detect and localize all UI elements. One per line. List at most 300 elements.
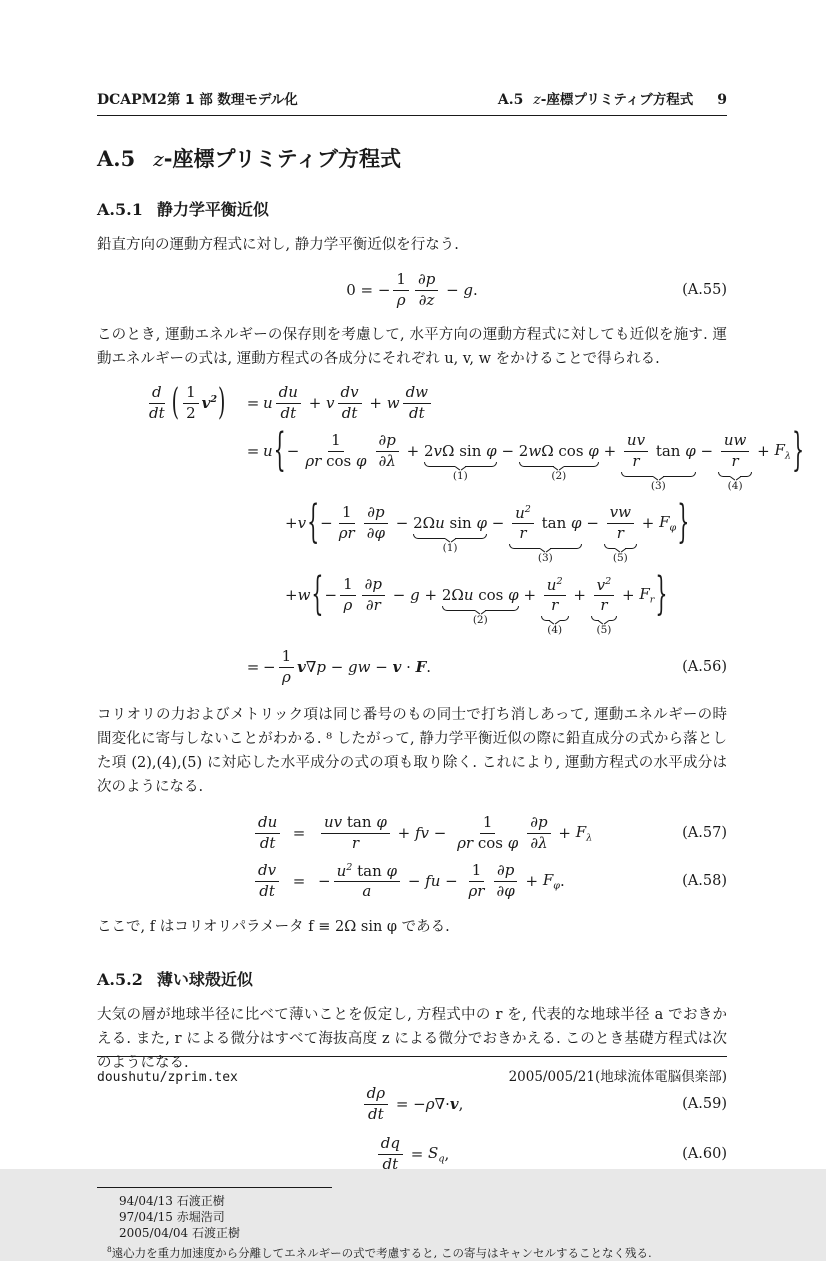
math-var: dt	[382, 1154, 399, 1173]
header-doc-part: 第 1 部 数理モデル化	[166, 92, 298, 108]
math-var: fv	[414, 824, 429, 842]
math-var: φ	[685, 442, 696, 460]
underbrace-tail	[718, 472, 753, 492]
math-text: ,	[444, 1145, 450, 1163]
numerator	[255, 814, 280, 833]
numerator	[364, 1085, 388, 1104]
denominator	[359, 882, 374, 900]
numerator	[480, 814, 496, 833]
numerator	[340, 576, 356, 595]
denominator	[183, 404, 199, 422]
header-section-title: -座標プリミティブ方程式	[540, 92, 694, 108]
denominator	[629, 452, 642, 470]
math-text: Ω cos	[541, 442, 589, 460]
underbrace-tail	[604, 544, 637, 564]
math-vector: v	[449, 1095, 459, 1113]
equation-number: (A.58)	[682, 873, 727, 889]
math-var: $u^2$	[515, 503, 531, 522]
subsection-title-text: 薄い球殻近似	[156, 970, 253, 989]
page-number: 9	[717, 92, 727, 108]
math-underbrace-group	[509, 503, 582, 565]
subsection-title-text: 静力学平衡近似	[156, 200, 269, 219]
equation-a57-a58	[252, 811, 727, 903]
denominator	[493, 882, 517, 900]
footnote-8-marker: 8	[107, 1245, 112, 1254]
numerator	[328, 432, 344, 451]
math-var: w	[386, 394, 400, 412]
math-text: −	[263, 658, 276, 676]
equation-a59-number: (A.59)	[682, 1096, 727, 1112]
math-text: +	[568, 586, 591, 604]
math-fraction	[336, 504, 358, 542]
math-var: $u^2$	[546, 575, 563, 594]
math-var: dt	[259, 833, 276, 852]
math-var: uw	[723, 431, 747, 450]
math-text: +	[553, 824, 576, 842]
math-var: v	[297, 514, 307, 532]
denominator	[729, 452, 742, 470]
math-text: Ω sin	[442, 442, 487, 460]
math-var: g	[410, 586, 420, 604]
math-var: $F_\lambda$	[575, 822, 593, 844]
math-text: −	[370, 658, 393, 676]
math-text: −	[388, 586, 411, 604]
underbrace-content	[413, 514, 487, 532]
math-var-z: z	[153, 147, 164, 171]
math-text: 2	[186, 403, 196, 422]
denominator	[597, 596, 610, 614]
math-var: u	[463, 586, 474, 604]
numerator	[334, 862, 400, 882]
math-text: −	[403, 872, 426, 890]
math-text: +	[637, 514, 660, 532]
numerator	[378, 1135, 403, 1154]
paragraph-1: 鉛直方向の運動方程式に対し, 静力学平衡近似を行なう.	[97, 237, 459, 253]
math-fraction	[594, 576, 615, 615]
numerator	[279, 648, 295, 667]
math-text: −	[486, 514, 510, 532]
underbrace	[509, 544, 581, 550]
denominator	[376, 452, 399, 470]
math-var: ρ	[396, 290, 406, 309]
underbrace-label: (1)	[442, 542, 458, 554]
math-var: φ	[588, 442, 599, 460]
math-fraction	[454, 814, 521, 852]
math-vector: v	[392, 658, 402, 676]
underbrace-tail	[519, 462, 599, 482]
math-big-bracket: )	[218, 381, 226, 423]
math-text: 1	[331, 431, 341, 450]
footer-file-path: doushutu/zprim.tex	[97, 1070, 238, 1085]
underbrace-tail	[621, 472, 696, 492]
page-footer	[97, 1056, 727, 1085]
math-var: $F_\varphi$	[542, 870, 560, 892]
denominator	[363, 596, 384, 614]
denominator	[146, 404, 168, 422]
math-text: 1	[343, 575, 353, 594]
subsection-number: A.5.2	[97, 970, 143, 989]
denominator	[465, 882, 487, 900]
math-fraction	[376, 432, 399, 470]
math-var: r	[551, 596, 559, 614]
math-var: ρ	[343, 595, 353, 614]
math-var: ∂p	[367, 503, 385, 522]
math-var: fu	[425, 872, 441, 890]
denominator	[406, 404, 428, 422]
paragraph-5: 大気の層が地球半径に比べて薄いことを仮定し, 方程式中の r を, 代表的な地球半径 a でおきかえる. また, r による微分はすべて海抜高度 z による微分でおきかえる. このとき基礎方程式は次のようになる.	[97, 1007, 727, 1071]
page-header	[97, 88, 727, 116]
footnote-8-text: 遠心力を重力加速度から分離してエネルギーの式で考慮すると, この寄与はキャンセルすることなく残る.	[111, 1245, 652, 1260]
denominator	[279, 668, 294, 686]
math-fraction	[321, 814, 390, 852]
math-text: +	[285, 586, 298, 604]
numerator	[321, 814, 390, 833]
underbrace-tail	[442, 606, 519, 626]
math-text: = −	[391, 1095, 426, 1113]
math-text: tan	[342, 813, 377, 832]
underbrace-tail	[591, 616, 618, 636]
equation-row	[252, 859, 727, 903]
math-var: ∂p	[378, 431, 396, 450]
math-big-bracket: {	[273, 423, 286, 476]
denominator	[277, 404, 299, 422]
numerator	[721, 432, 750, 451]
math-var: φ	[376, 813, 387, 832]
underbrace-content	[509, 504, 581, 543]
footnote-date-line: 94/04/13 石渡正樹	[119, 1194, 225, 1208]
paragraph-2: このとき, 運動エネルギーの保存則を考慮して, 水平方向の運動方程式に対しても近似を施す. 運動エネルギーの式は, 運動方程式の各成分にそれぞれ u, v, w をかけることで得られる.	[97, 327, 727, 367]
math-text: .	[560, 872, 565, 890]
equation-relation: =	[246, 442, 260, 460]
math-underbrace-group	[541, 575, 569, 637]
math-fraction	[512, 504, 534, 543]
math-text: +	[303, 394, 327, 412]
paragraph-4: ここで, f はコリオリパラメータ f ≡ 2Ω sin φ である.	[97, 919, 450, 935]
math-underbrace-group	[413, 514, 487, 554]
denominator	[257, 834, 279, 852]
equation-number: (A.56)	[682, 659, 727, 675]
math-text: +	[419, 586, 442, 604]
math-var: r	[351, 833, 359, 852]
math-text: .	[426, 658, 432, 676]
math-big-bracket: {	[307, 495, 320, 548]
subsection-title-a51	[97, 197, 727, 220]
math-big-bracket: }	[791, 423, 805, 476]
math-var: φ	[571, 514, 582, 532]
math-text: ·	[401, 658, 416, 676]
underbrace-label: (5)	[612, 551, 628, 564]
math-var: dt	[341, 403, 358, 422]
numerator	[393, 271, 409, 290]
equation-row	[143, 381, 727, 425]
footnote-block	[97, 1187, 727, 1261]
math-var: ∂z	[418, 290, 435, 309]
math-text: +	[598, 442, 621, 460]
underbrace-label: (3)	[650, 479, 666, 492]
math-var: ∂λ	[530, 833, 548, 852]
math-underbrace-group	[441, 586, 519, 626]
denominator	[364, 524, 388, 542]
math-var: φ	[508, 586, 519, 604]
underbrace-content	[604, 504, 637, 542]
equation-a55-number: (A.55)	[682, 282, 727, 298]
math-var: uv	[626, 431, 646, 450]
math-var: dv	[340, 383, 359, 402]
underbrace-label: (4)	[727, 479, 743, 492]
numerator	[183, 384, 199, 403]
math-text: −	[320, 514, 333, 532]
numerator	[338, 384, 362, 403]
denominator	[416, 291, 438, 309]
math-text: 1	[281, 647, 292, 666]
equation-a56	[143, 381, 805, 689]
math-var: $v^2$	[596, 575, 612, 594]
numerator	[527, 814, 550, 833]
equation-a60	[97, 1131, 727, 1177]
math-text: 2Ω	[413, 514, 436, 532]
math-text: +	[520, 872, 543, 890]
math-var: v	[326, 394, 335, 412]
math-var: dt	[368, 1104, 384, 1123]
math-fraction	[146, 384, 168, 422]
math-text: .	[473, 281, 478, 299]
denominator	[340, 596, 355, 614]
equation-relation: =	[246, 394, 260, 412]
equation-rhs	[310, 814, 682, 852]
underbrace	[442, 606, 519, 612]
underbrace	[621, 472, 696, 478]
math-var: w	[528, 442, 542, 460]
numerator	[362, 576, 385, 595]
equation-lhs	[143, 381, 243, 423]
math-var: ∂r	[365, 595, 381, 614]
math-fraction	[255, 862, 279, 900]
equation-rhs	[263, 648, 682, 686]
math-fraction	[465, 862, 487, 900]
denominator	[339, 404, 361, 422]
denominator	[548, 596, 561, 614]
math-text: cos	[473, 833, 508, 852]
numerator	[276, 384, 301, 403]
math-underbrace-group	[518, 442, 599, 482]
math-var: r	[616, 523, 624, 542]
math-fraction	[340, 576, 356, 614]
math-text: sin	[444, 514, 477, 532]
equation-rhs	[310, 862, 682, 901]
denominator	[454, 834, 521, 852]
equation-row	[252, 811, 727, 855]
math-text: tan	[651, 442, 686, 460]
numerator	[376, 432, 399, 451]
denominator	[394, 291, 409, 309]
math-var: $u^2$	[336, 861, 353, 880]
numerator	[512, 504, 534, 524]
denominator	[614, 524, 627, 542]
denominator	[302, 452, 369, 470]
numerator	[469, 862, 485, 881]
math-var: r	[600, 596, 608, 614]
equation-rhs	[263, 384, 727, 422]
math-var: ρr	[305, 451, 322, 470]
math-vector: v	[297, 658, 306, 676]
math-var: dt	[408, 403, 425, 422]
math-var: φ	[476, 514, 487, 532]
underbrace-label: (4)	[547, 624, 563, 637]
math-fraction	[544, 576, 566, 615]
math-fraction	[338, 384, 362, 422]
numerator	[149, 384, 165, 403]
math-fraction	[624, 432, 648, 470]
math-text: −	[440, 872, 463, 890]
math-var: $S_q$	[428, 1143, 445, 1165]
math-var: u	[263, 394, 273, 412]
footnote-rule	[97, 1187, 332, 1188]
numerator	[255, 862, 279, 881]
math-fraction	[527, 814, 550, 852]
math-text: 0 = −	[346, 281, 391, 299]
math-underbrace-group	[621, 431, 696, 492]
math-text: cos	[473, 586, 509, 604]
math-underbrace-group	[424, 442, 497, 482]
equation-a60-number: (A.60)	[682, 1146, 727, 1162]
math-fraction	[183, 384, 199, 422]
math-var: dt	[259, 881, 275, 900]
math-fraction	[255, 814, 280, 852]
math-var: du	[258, 813, 278, 832]
math-var: ρ	[425, 1095, 435, 1113]
numerator	[544, 576, 566, 596]
math-text: −	[324, 586, 338, 604]
math-var: dρ	[366, 1084, 386, 1103]
subsection-number: A.5.1	[97, 200, 143, 219]
math-var: r	[632, 451, 640, 470]
math-var: vw	[609, 503, 631, 522]
math-vector: F	[415, 658, 427, 676]
underbrace-tail	[424, 462, 497, 482]
math-text: 2	[424, 442, 434, 460]
underbrace-tail	[541, 616, 569, 636]
math-fraction	[403, 384, 431, 422]
underbrace-content	[541, 576, 569, 615]
underbrace	[718, 472, 753, 478]
math-vector: $v^2$	[201, 394, 218, 412]
header-section-var: z	[533, 92, 541, 108]
denominator	[336, 524, 358, 542]
section-title-jp: -座標プリミティブ方程式	[163, 147, 401, 171]
underbrace-content	[591, 576, 618, 615]
math-var: ∂p	[496, 861, 515, 880]
math-var: dt	[149, 403, 165, 422]
underbrace-content	[718, 432, 753, 470]
math-underbrace-group	[591, 575, 618, 637]
underbrace-content	[519, 442, 599, 460]
math-text: −	[581, 514, 604, 532]
underbrace-label: (5)	[596, 624, 612, 637]
numerator	[403, 384, 431, 403]
math-var: φ	[486, 442, 497, 460]
math-var: dv	[258, 861, 277, 880]
underbrace	[541, 616, 569, 622]
math-text: +	[285, 514, 298, 532]
math-text: −	[496, 442, 519, 460]
equation-a59-body	[361, 1085, 464, 1123]
math-var: ∂p	[364, 575, 382, 594]
math-fraction	[364, 504, 388, 542]
numerator	[364, 504, 387, 523]
math-var: ∂λ	[378, 451, 396, 470]
math-text: =	[405, 1145, 429, 1163]
math-var: u	[435, 514, 445, 532]
underbrace-label: (2)	[472, 614, 488, 626]
math-var: v	[433, 442, 443, 460]
math-fraction	[276, 384, 301, 422]
denominator	[256, 882, 278, 900]
header-doc-id: DCAPM2	[97, 92, 167, 108]
math-var: dq	[380, 1134, 400, 1153]
header-section-number: A.5	[497, 92, 524, 108]
math-text: −	[286, 442, 300, 460]
equation-row	[143, 423, 805, 492]
math-var: uv	[324, 813, 343, 832]
underbrace-label: (2)	[551, 470, 567, 482]
math-text: tan	[536, 514, 572, 532]
math-fraction	[493, 862, 517, 900]
denominator	[349, 834, 362, 852]
math-fraction	[721, 432, 750, 470]
math-var: $F_r$	[639, 584, 655, 606]
math-big-bracket: }	[655, 567, 668, 620]
equation-a55	[97, 267, 727, 313]
equation-rhs	[263, 495, 727, 565]
math-fraction	[362, 576, 385, 614]
equation-number: (A.57)	[682, 825, 727, 841]
underbrace-tail	[413, 534, 487, 554]
math-text: cos	[321, 451, 357, 470]
equation-relation: =	[246, 658, 260, 676]
math-fraction	[334, 862, 400, 901]
equation-relation: =	[292, 824, 306, 842]
footnote-date-line: 97/04/15 赤堀浩司	[119, 1210, 225, 1224]
math-text: −	[428, 824, 452, 842]
math-var: ∂φ	[366, 523, 385, 542]
numerator	[607, 504, 634, 523]
math-fraction	[378, 1135, 403, 1173]
denominator	[380, 1155, 402, 1173]
math-text: +	[752, 442, 775, 460]
footnote-date-line: 2005/04/04 石渡正樹	[119, 1226, 240, 1240]
footnote-8	[97, 1242, 727, 1261]
math-var: r	[731, 451, 739, 470]
math-var: ∂p	[417, 270, 436, 289]
math-var: dw	[405, 383, 429, 402]
math-text: 1	[186, 383, 196, 402]
math-fraction	[279, 648, 295, 686]
subsection-title-a52	[97, 967, 727, 990]
math-text: +	[617, 586, 640, 604]
math-fraction	[364, 1085, 388, 1123]
math-var: ∂φ	[496, 881, 515, 900]
math-fraction	[393, 271, 409, 309]
math-text: +	[364, 394, 387, 412]
numerator	[594, 576, 615, 596]
denominator	[516, 524, 529, 542]
math-var: φ	[356, 451, 367, 470]
underbrace	[519, 462, 599, 468]
math-var: ∂p	[530, 813, 548, 832]
math-text: ,	[458, 1095, 464, 1113]
math-text: ∇	[305, 658, 317, 676]
math-text: 1	[396, 270, 406, 289]
